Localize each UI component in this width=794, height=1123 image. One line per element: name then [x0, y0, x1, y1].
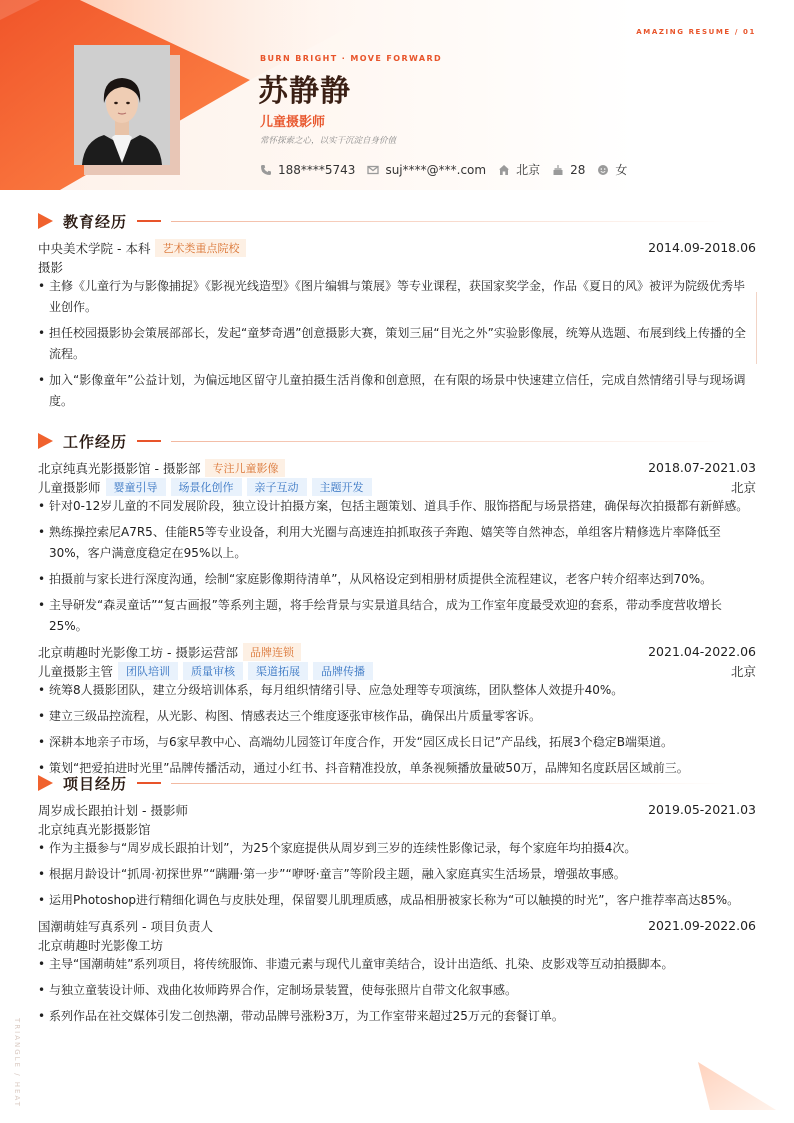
- work-date: 2021.04-2022.06: [648, 644, 756, 659]
- project-title: 项目经历: [38, 772, 756, 794]
- major: 摄影: [38, 259, 64, 275]
- phone-icon: [260, 164, 272, 176]
- work-entry: [38, 458, 756, 637]
- project-date: 2021.09-2022.06: [648, 918, 756, 933]
- smiley-icon: [597, 164, 609, 176]
- work-city: 北京: [730, 663, 756, 679]
- project-name: 国潮萌娃写真系列 - 项目负责人: [38, 918, 213, 934]
- triangle-marker-icon: [38, 775, 53, 791]
- contact-age: [552, 163, 585, 177]
- school-name: 中央美术学院 - 本科: [38, 240, 151, 256]
- contact-email: [367, 163, 486, 177]
- work-city: 北京: [730, 479, 756, 495]
- project-entry: [38, 916, 756, 1027]
- list-item: • 针对0-12岁儿童的不同发展阶段，独立设计拍摄方案，包括主题策划、道具手作、服饰搭配与场景搭建，确保每次拍摄都有新鲜感。: [38, 496, 756, 517]
- project-org: 北京萌趣时光影像工坊: [38, 937, 164, 953]
- list-item: • 作为主摄参与“周岁成长跟拍计划”，为25个家庭提供从周岁到三岁的连续性影像记录，每个家庭年均拍摄4次。: [38, 838, 756, 859]
- company-tag: 品牌连锁: [243, 643, 301, 661]
- work-entry: [38, 642, 756, 779]
- list-item: • 建立三级品控流程，从光影、构图、情感表达三个维度逐张审核作品，确保出片质量零客诉。: [38, 706, 756, 727]
- job-title: 儿童摄影主管: [38, 663, 114, 679]
- list-item: • 系列作品在社交媒体引发二创热潮，带动品牌号涨粉3万，为工作室带来超过25万元的套餐订单。: [38, 1006, 756, 1027]
- profile-photo: [74, 45, 170, 165]
- decorative-line: [756, 292, 757, 364]
- education-title: 教育经历: [38, 210, 756, 232]
- candidate-name: 苏静静: [258, 74, 351, 109]
- skill-tag: 场景化创作: [171, 478, 242, 496]
- phone-number: 188****5743: [278, 162, 356, 177]
- slogan: 常怀探索之心，以实干沉淀自身价值: [260, 136, 397, 146]
- company-name: 北京纯真光影摄影馆 - 摄影部: [38, 460, 201, 476]
- candidate-role: 儿童摄影师: [260, 115, 326, 130]
- list-item: • 策划“把爱拍进时光里”品牌传播活动，通过小红书、抖音精准投放，单条视频播放量破50万，品牌知名度跃居区域前三。: [38, 758, 756, 779]
- work-title: 工作经历: [38, 430, 756, 452]
- list-item: • 主导研发“森灵童话”“复古画报”等系列主题，将手绘背景与实景道具结合，成为工作室年度最受欢迎的套系，带动季度营收增长25%。: [38, 595, 756, 637]
- project-name: 周岁成长跟拍计划 - 摄影师: [38, 802, 188, 818]
- project-section: [38, 772, 756, 1032]
- list-item: • 拍摄前与家长进行深度沟通，绘制“家庭影像期待清单”，从风格设定到相册材质提供全流程建议，老客户转介绍率达到70%。: [38, 569, 756, 590]
- list-item: • 运用Photoshop进行精细化调色与皮肤处理，保留婴儿肌理质感，成品相册被家长称为“可以触摸的时光”，客户推荐率高达85%。: [38, 890, 756, 911]
- list-item: • 统筹8人摄影团队，建立分级培训体系，每月组织情绪引导、应急处理等专项演练，团队整体人效提升40%。: [38, 680, 756, 701]
- company-tag: 专注儿童影像: [205, 459, 285, 477]
- list-item: • 熟练操控索尼A7R5、佳能R5等专业设备，利用大光圈与高速连拍抓取孩子奔跑、嬉笑等自然神态，单组客片精修选片率降低至30%，客户满意度稳定在95%以上。: [38, 522, 756, 564]
- project-entry: [38, 800, 756, 911]
- triangle-marker-icon: [38, 433, 53, 449]
- school-tag: 艺术类重点院校: [155, 239, 246, 257]
- age: 28: [570, 162, 586, 177]
- list-item: • 深耕本地亲子市场，与6家早教中心、高端幼儿园签订年度合作，开发“园区成长日记”产品线，拓展3个稳定B端渠道。: [38, 732, 756, 753]
- company-name: 北京萌趣时光影像工坊 - 摄影运营部: [38, 644, 238, 660]
- project-date: 2019.05-2021.03: [648, 802, 756, 817]
- skill-tag: 婴童引导: [106, 478, 166, 496]
- list-item: • 主修《儿童行为与影像捕捉》《影视光线造型》《图片编辑与策展》等专业课程，获国家奖学金，作品《夏日的风》被评为院级优秀毕业创作。: [38, 276, 756, 318]
- mail-icon: [367, 164, 379, 176]
- side-watermark: TRIANGLE / HEAT: [13, 1018, 21, 1108]
- email-address: suj****@***.com: [385, 162, 487, 177]
- motto: BURN BRIGHT · MOVE FORWARD: [260, 54, 443, 63]
- contact-city: [498, 161, 540, 178]
- project-org: 北京纯真光影摄影馆: [38, 821, 151, 837]
- city: 北京: [516, 163, 541, 177]
- list-item: • 根据月龄设计“抓周·初探世界”“蹒跚·第一步”“咿呀·童言”等阶段主题，融入家庭真实生活场景，增强故事感。: [38, 864, 756, 885]
- resume-tagline: AMAZING RESUME / 01: [636, 28, 756, 36]
- skill-tag: 品牌传播: [313, 662, 373, 680]
- skill-tag: 亲子互动: [247, 478, 307, 496]
- contact-phone: [260, 163, 355, 177]
- skill-tag: 渠道拓展: [248, 662, 308, 680]
- job-title: 儿童摄影师: [38, 479, 101, 495]
- education-date: 2014.09-2018.06: [648, 240, 756, 255]
- skill-tag: 主题开发: [312, 478, 372, 496]
- education-bullets: [38, 276, 756, 412]
- contact-gender: [597, 161, 627, 178]
- skill-tag: 团队培训: [118, 662, 178, 680]
- corner-triangle: [690, 1060, 794, 1123]
- list-item: • 加入“影像童年”公益计划，为偏远地区留守儿童拍摄生活肖像和创意照，在有限的场景中快速建立信任，完成自然情绪引导与现场调度。: [38, 370, 756, 412]
- contact-bar: [260, 161, 627, 178]
- work-date: 2018.07-2021.03: [648, 460, 756, 475]
- triangle-marker-icon: [38, 213, 53, 229]
- list-item: • 担任校园摄影协会策展部部长，发起“童梦奇遇”创意摄影大赛，策划三届“目光之外”实验影像展，统筹从选题、布展到线上传播的全流程。: [38, 323, 756, 365]
- cake-icon: [552, 164, 564, 176]
- education-section: [38, 210, 756, 417]
- work-section: [38, 430, 756, 784]
- list-item: • 主导“国潮萌娃”系列项目，将传统服饰、非遗元素与现代儿童审美结合，设计出造纸、扎染、皮影戏等互动拍摄脚本。: [38, 954, 756, 975]
- gender: 女: [615, 163, 628, 177]
- home-icon: [498, 164, 510, 176]
- skill-tag: 质量审核: [183, 662, 243, 680]
- education-entry-header: [38, 238, 756, 257]
- list-item: • 与独立童装设计师、戏曲化妆师跨界合作，定制场景装置，使每张照片自带文化叙事感。: [38, 980, 756, 1001]
